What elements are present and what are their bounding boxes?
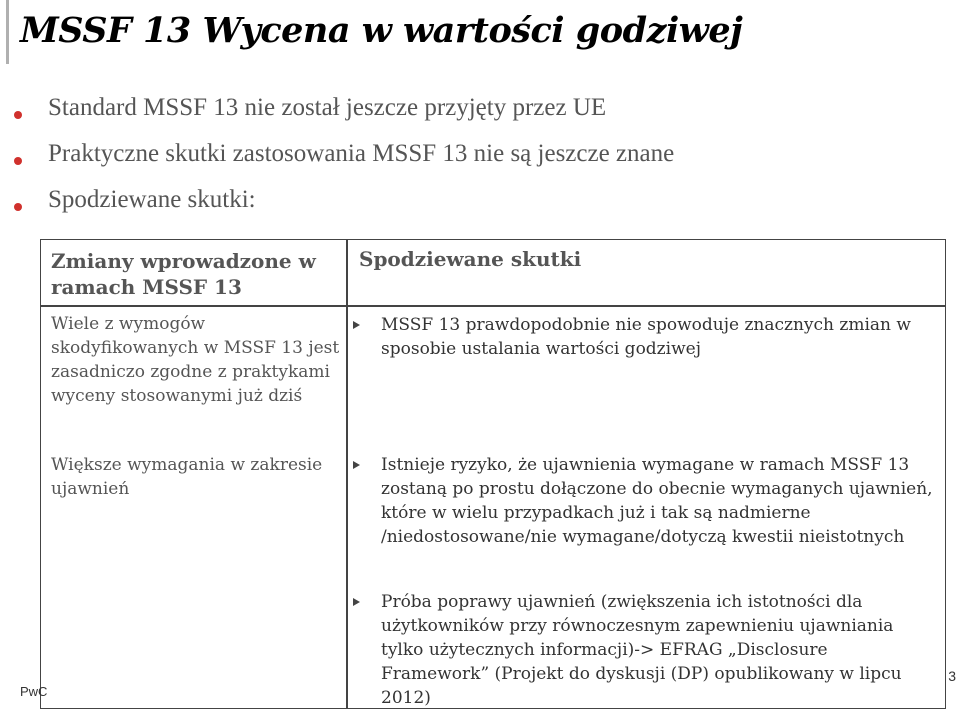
bullet-text: Praktyczne skutki zastosowania MSSF 13 nie są jeszcze znane (48, 140, 675, 167)
bullet-item (14, 140, 914, 186)
footer-brand: PwC (20, 684, 48, 699)
bullet-item (14, 186, 914, 232)
table-cell-right-text: MSSF 13 prawdopodobnie nie spowoduje znacznych zmian w sposobie ustalania wartości godziwej (381, 315, 911, 359)
bullet-text: Spodziewane skutki: (48, 186, 256, 213)
bullet-dot-icon (14, 157, 22, 165)
bullet-list (14, 94, 914, 232)
table-cell-right-text: Istnieje ryzyko, że ujawnienia wymagane w ramach MSSF 13 zostaną po prostu dołączone do obecnie wymaganych ujawnień, które w wielu przypadkach już i tak są nadmierne /niedostosowane/nie wymagane/dotyczą kwestii nieistotnych (381, 455, 933, 547)
bullet-item (14, 94, 914, 140)
table-cell-left: Wiele z wymogów skodyfikowanych w MSSF 13 jest zasadniczo zgodne z praktykami wyceny stosowanymi już dziś (51, 314, 340, 406)
table-cell-left: Większe wymagania w zakresie ujawnień (51, 455, 323, 499)
title-accent-rule (6, 0, 9, 64)
bullet-dot-icon (14, 203, 22, 211)
table-cell-right-item (353, 453, 938, 549)
bullet-text: Standard MSSF 13 nie został jeszcze przyjęty przez UE (48, 94, 607, 121)
table-cell-right-item (353, 590, 938, 710)
table-header-left: Zmiany wprowadzone w ramach MSSF 13 (51, 249, 316, 299)
table-cell-right-item (353, 313, 938, 361)
table-column-divider (346, 240, 348, 708)
bullet-dot-icon (14, 111, 22, 119)
triangle-bullet-icon (353, 598, 360, 606)
triangle-bullet-icon (353, 321, 360, 329)
page-number: 3 (948, 668, 956, 684)
table-header-right: Spodziewane skutki (359, 247, 582, 271)
table-header-divider (41, 305, 945, 307)
triangle-bullet-icon (353, 461, 360, 469)
slide-title: MSSF 13 Wycena w wartości godziwej (20, 10, 743, 51)
table-cell-right-text: Próba poprawy ujawnień (zwiększenia ich istotności dla użytkowników przy równoczesnym zapewnieniu ujawniania tylko użytecznych informacji)-> EFRAG „Disclosure Framework” (Projekt do dyskusji (DP) opublikowany w lipcu 2012) (381, 592, 902, 708)
comparison-table (40, 239, 946, 709)
